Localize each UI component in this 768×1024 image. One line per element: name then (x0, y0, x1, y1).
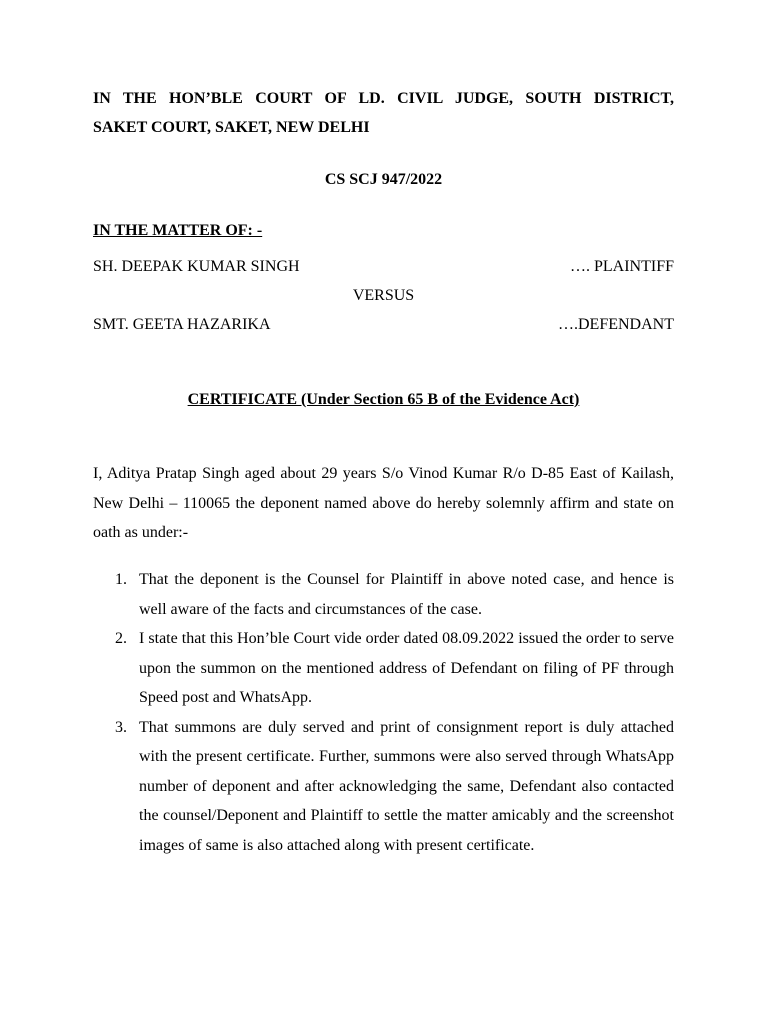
defendant-name: SMT. GEETA HAZARIKA (93, 316, 271, 333)
plaintiff-role: …. PLAINTIFF (569, 258, 674, 275)
plaintiff-name: SH. DEEPAK KUMAR SINGH (93, 258, 300, 275)
statement-item (93, 713, 674, 861)
statement-number: 1. (115, 571, 127, 588)
statement-number: 2. (115, 630, 127, 647)
certificate-intro: I, Aditya Pratap Singh aged about 29 years S/o Vinod Kumar R/o D-85 East of Kailash, New Delhi – 110065 the deponent named above do hereby solemnly affirm and state on oath as under:- (93, 465, 674, 541)
statement-item (93, 565, 674, 624)
matter-heading: IN THE MATTER OF: - (93, 222, 263, 239)
document-page (93, 0, 674, 1024)
versus-label: VERSUS (352, 287, 415, 304)
certificate-title: CERTIFICATE (Under Section 65 B of the Evidence Act) (187, 391, 580, 408)
case-number: CS SCJ 947/2022 (324, 171, 443, 188)
statement-list (93, 565, 674, 860)
court-title (93, 84, 674, 142)
statement-item (93, 624, 674, 713)
statement-text: That the deponent is the Counsel for Plaintiff in above noted case, and hence is well aware of the facts and circumstances of the case. (139, 571, 674, 618)
defendant-role: ….DEFENDANT (558, 316, 674, 333)
court-title-line-1: IN THE HON’BLE COURT OF LD. CIVIL JUDGE, SOUTH DISTRICT, (93, 90, 674, 107)
defendant-row (93, 310, 674, 339)
plaintiff-row (93, 252, 674, 281)
statement-text: I state that this Hon’ble Court vide order dated 08.09.2022 issued the order to serve upon the summon on the mentioned address of Defendant on filing of PF through Speed post and WhatsApp. (139, 630, 674, 706)
court-title-line-2: SAKET COURT, SAKET, NEW DELHI (93, 119, 370, 136)
statement-text: That summons are duly served and print of consignment report is duly attached with the present certificate. Further, summons were also served through WhatsApp number of deponent and after acknowledging the same, Defendant also contacted the counsel/Deponent and Plaintiff to settle the matter amicably and the screenshot images of same is also attached along with present certificate. (139, 718, 674, 854)
statement-number: 3. (115, 718, 127, 736)
